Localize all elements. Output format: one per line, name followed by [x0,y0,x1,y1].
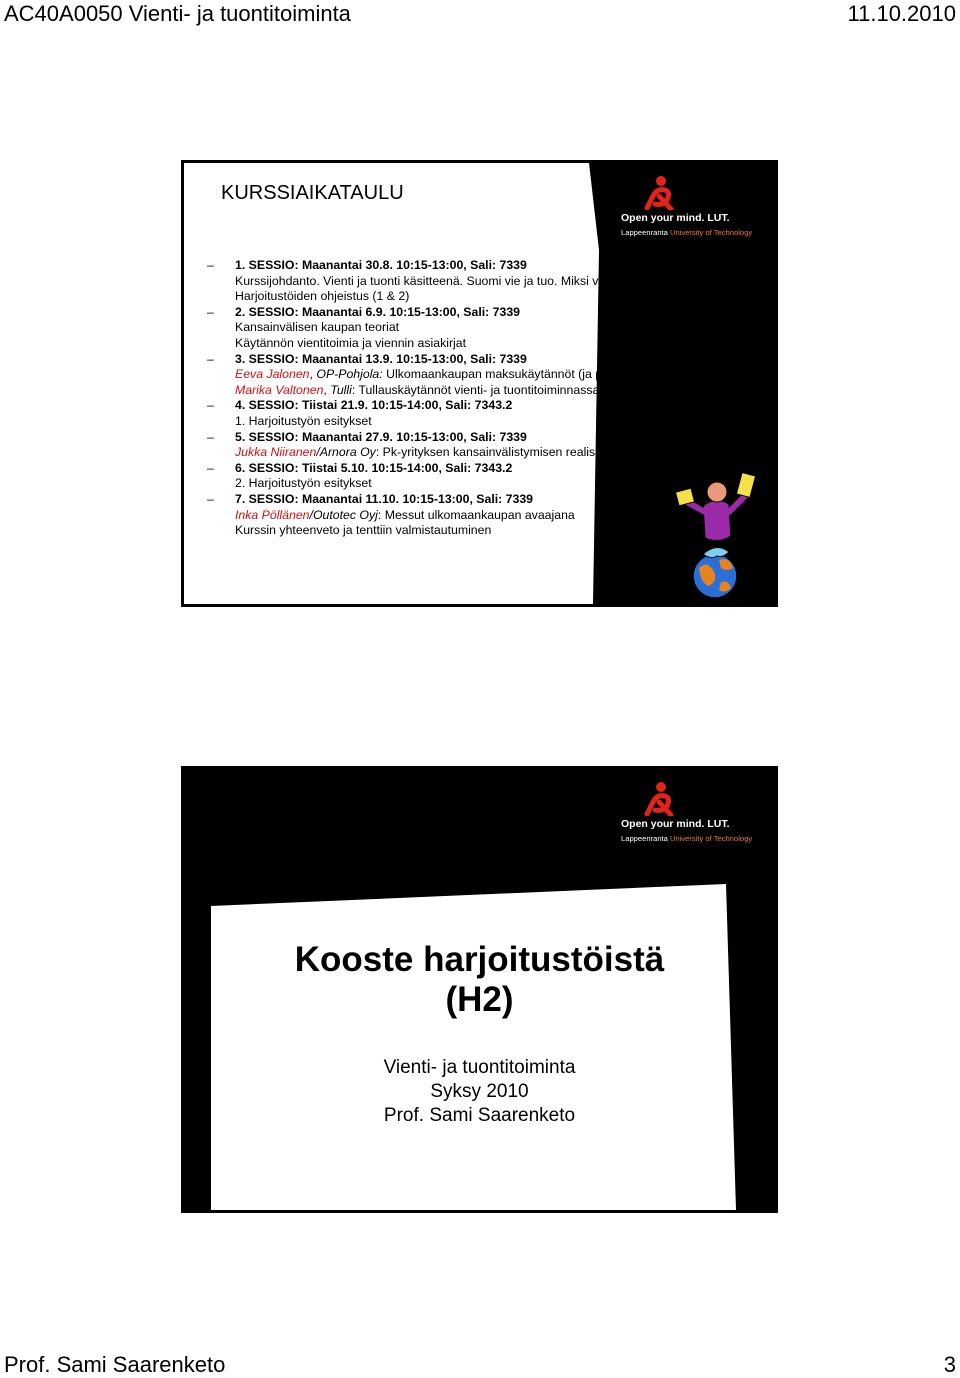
lut-logo-icon [641,780,675,816]
session-item: – 7. SESSIO: Maanantai 11.10. 10:15-13:00, Sali: 7339 Inka Pöllänen/Outotec Oyj: Messut ulkomaankaupan avaajana Kurssin yhteenveto ja tenttiin valmistautuminen [207,492,767,539]
session-text: Käytännön vientitoimia ja viennin asiakirjat [235,335,467,350]
session-item: – 4. SESSIO: Tiistai 21.9. 10:15-14:00, Sali: 7343.2 1. Harjoitustyön esitykset [207,398,767,429]
slide-title-h2 [181,766,778,1213]
session-text: Kurssin yhteenveto ja tenttiin valmistautuminen [235,523,492,538]
session-item: – 1. SESSIO: Maanantai 30.8. 10:15-13:00, Sali: 7339 Kurssijohdanto. Vienti ja tuonti käsitteenä. Suomi vie ja tuo. Miksi vientiin? Harjoitustöiden ohjeistus (1 & 2) [207,258,767,305]
logo-university: Lappeenranta University of Technology [621,228,753,237]
lut-logo [621,174,771,236]
logo-university: Lappeenranta University of Technology [621,834,753,843]
logo-tagline: Open your mind. LUT. [621,818,730,830]
session-text: Harjoitustöiden ohjeistus (1 & 2) [235,289,410,304]
slide-title: Kooste harjoitustöistä (H2) [294,940,665,1019]
speaker-org: Tulli [330,382,352,397]
session-text: Jukka Niiranen/Arnora Oy: Pk-yrityksen kansainvälistymisen realismia [235,445,615,460]
session-text: 2. Harjoitustyön esitykset [235,476,372,491]
genie-on-globe-icon [673,452,763,602]
session-heading: 7. SESSIO: Maanantai 11.10. 10:15-13:00, Sali: 7339 [235,491,534,506]
session-text: Kurssijohdanto. Vienti ja tuonti käsitteenä. Suomi vie ja tuo. Miksi vientiin? [235,273,638,288]
speaker-org: OP-Pohjola: [316,367,383,382]
session-heading: 2. SESSIO: Maanantai 6.9. 10:15-13:00, Sali: 7339 [235,304,521,319]
lut-logo [621,780,771,842]
speaker-name: Eeva Jalonen [235,367,310,382]
slide-subtitle: Vienti- ja tuontitoiminta Syksy 2010 Prof. Sami Saarenketo [383,1057,576,1126]
session-heading: 5. SESSIO: Maanantai 27.9. 10:15-13:00, Sali: 7339 [235,429,527,444]
session-item: – 5. SESSIO: Maanantai 27.9. 10:15-13:00, Sali: 7339 Jukka Niiranen/Arnora Oy: Pk-yrityksen kansainvälistymisen realismia [207,430,767,461]
session-text: Kansainvälisen kaupan teoriat [235,320,400,335]
session-text: Inka Pöllänen/Outotec Oyj: Messut ulkomaankaupan avaajana [235,507,575,522]
session-heading: 3. SESSIO: Maanantai 13.9. 10:15-13:00, Sali: 7339 [235,351,527,366]
session-item: – 6. SESSIO: Tiistai 5.10. 10:15-14:00, Sali: 7343.2 2. Harjoitustyön esitykset [207,461,767,492]
slide-title: KURSSIAIKATAULU [221,182,404,204]
page-header-date: 11.10.2010 [847,1,956,26]
session-heading: 6. SESSIO: Tiistai 5.10. 10:15-14:00, Sali: 7343.2 [235,460,513,475]
page-footer-author: Prof. Sami Saarenketo [4,1352,226,1377]
session-heading: 4. SESSIO: Tiistai 21.9. 10:15-14:00, Sali: 7343.2 [235,398,513,413]
lut-logo-icon [641,174,675,210]
speaker-name: Inka Pöllänen [235,507,310,522]
slide-course-schedule [181,160,778,607]
speaker-name: Jukka Niiranen [235,445,317,460]
session-text: Eeva Jalonen, OP-Pohjola: Ulkomaankaupan maksukäytännöt (ja pankin tarjoamat palvelut) sekä Marika Valtonen, Tulli: Tullauskäytännöt vienti- ja tuontitoiminnassa [235,367,766,397]
speaker-org: /Outotec Oyj [309,507,378,522]
speaker-name: Marika Valtonen [235,382,324,397]
session-item: – 3. SESSIO: Maanantai 13.9. 10:15-13:00, Sali: 7339 Eeva Jalonen, OP-Pohjola: Ulkomaankaupan maksukäytännöt (ja pankin tarjoamat palvelut) sekä Marika Valtonen, Tulli: Tullauskäytännöt vienti- ja tuontitoiminnassa [207,351,766,397]
speaker-org: /Arnora Oy [316,445,376,460]
session-item: – 2. SESSIO: Maanantai 6.9. 10:15-13:00, Sali: 7339 Kansainvälisen kaupan teoriat Käytännön vientitoimia ja viennin asiakirjat [207,305,767,352]
page-header-course: AC40A0050 Vienti- ja tuontitoiminta [4,1,351,26]
session-heading: 1. SESSIO: Maanantai 30.8. 10:15-13:00, Sali: 7339 [235,258,527,272]
session-text: 1. Harjoitustyön esitykset [235,413,372,428]
logo-tagline: Open your mind. LUT. [621,212,730,224]
page-number: 3 [943,1352,956,1377]
